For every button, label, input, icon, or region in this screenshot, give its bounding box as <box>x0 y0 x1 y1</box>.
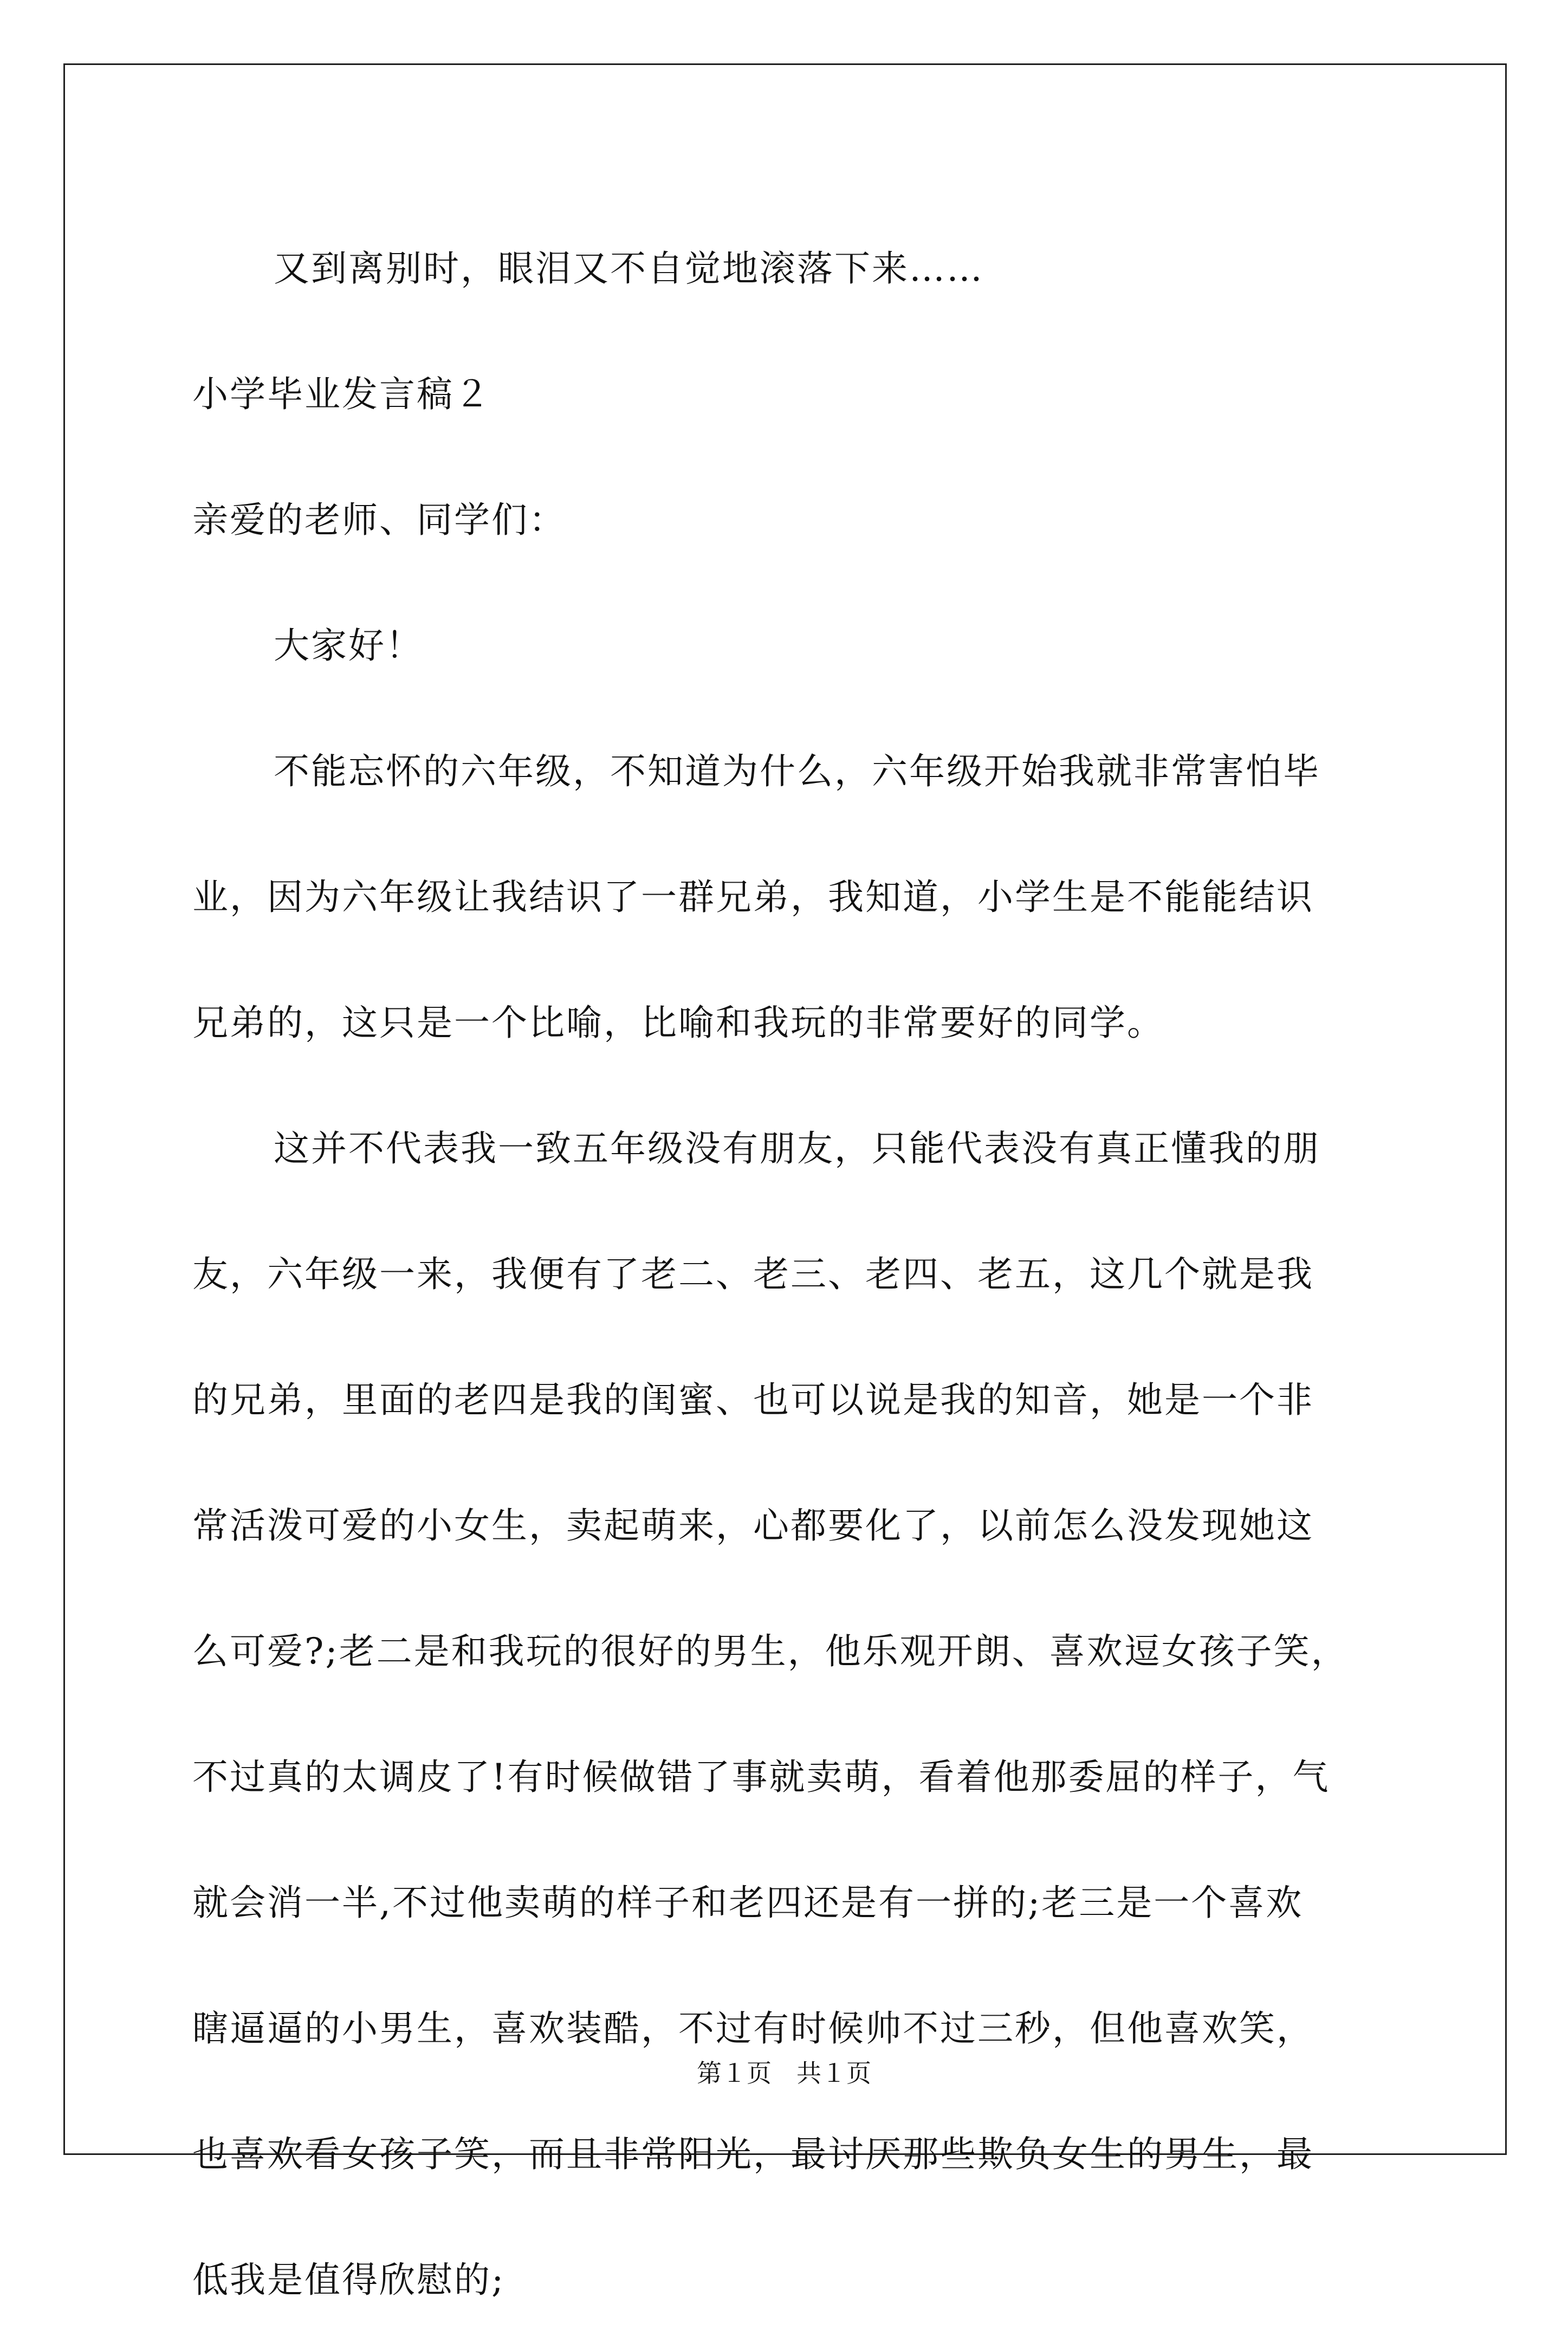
paragraph-line: 又到离别时，眼泪又不自觉地滚落下来…… <box>274 248 984 289</box>
paragraph-line: 也喜欢看女孩子笑，而且非常阳光，最讨厌那些欺负女生的男生，最 <box>192 2133 1314 2175</box>
paragraph-line: 友，六年级一来，我便有了老二、老三、老四、老五，这几个就是我 <box>192 1253 1314 1295</box>
paragraph-line: 业，因为六年级让我结识了一群兄弟，我知道，小学生是不能能结识 <box>192 876 1314 918</box>
paragraph-line: 不过真的太调皮了!有时候做错了事就卖萌，看着他那委屈的样子，气 <box>192 1756 1330 1798</box>
paragraph-line: 不能忘怀的六年级，不知道为什么，六年级开始我就非常害怕毕 <box>274 750 1320 792</box>
paragraph-line: 低我是值得欣慰的; <box>192 2259 506 2301</box>
greeting: 大家好！ <box>274 625 423 666</box>
page-footer: 第１页 共１页 <box>697 2059 871 2088</box>
paragraph-line: 么可爱?;老二是和我玩的很好的男生，他乐观开朗、喜欢逗女孩子笑， <box>192 1630 1349 1672</box>
paragraph-line: 常活泼可爱的小女生，卖起萌来，心都要化了，以前怎么没发现她这 <box>192 1505 1314 1546</box>
paragraph-line: 兄弟的，这只是一个比喻，比喻和我玩的非常要好的同学。 <box>192 1002 1164 1044</box>
paragraph-line: 就会消一半,不过他卖萌的样子和老四还是有一拼的;老三是一个喜欢 <box>192 1882 1304 1924</box>
paragraph-line: 这并不代表我一致五年级没有朋友，只能代表没有真正懂我的朋 <box>274 1128 1320 1169</box>
section-heading: 小学毕业发言稿２ <box>192 373 491 415</box>
salutation: 亲爱的老师、同学们： <box>192 499 566 541</box>
paragraph-line: 的兄弟，里面的老四是我的闺蜜、也可以说是我的知音，她是一个非 <box>192 1379 1314 1421</box>
document-body <box>192 206 1384 2343</box>
paragraph-line: 瞎逼逼的小男生，喜欢装酷，不过有时候帅不过三秒，但他喜欢笑， <box>192 2008 1314 2049</box>
